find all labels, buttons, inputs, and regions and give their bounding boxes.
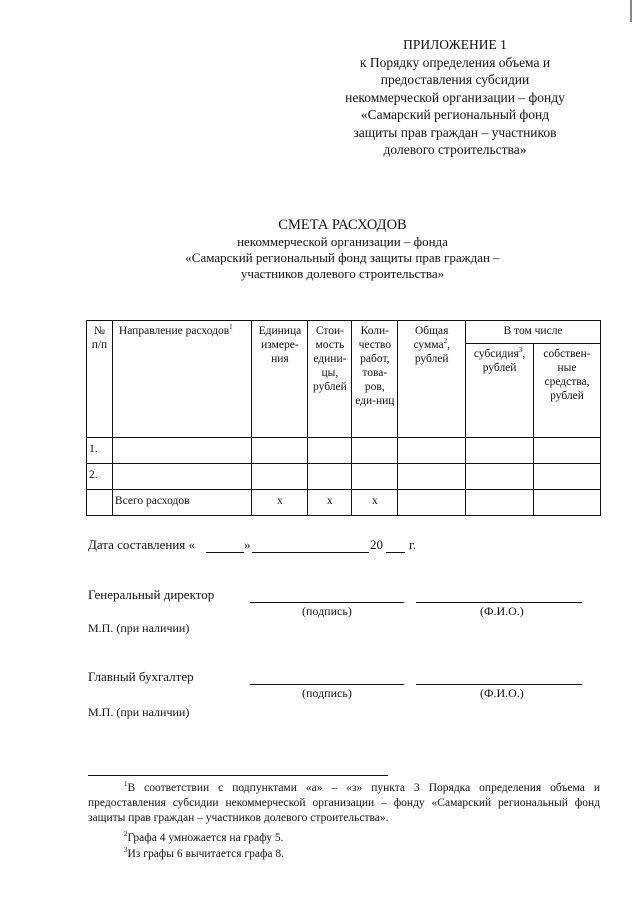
footnote-1 xyxy=(88,781,600,826)
name-caption: (Ф.И.О.) xyxy=(480,604,524,618)
footnote-ref: 3 xyxy=(518,346,523,355)
footnote-text: В соответствии с подпунктами «а» – «з» пункта 3 Порядка определения объема и предоставления субсидии некоммерческой организации – фонду «Самарский региональный фонд защиты прав граждан – участников долевого строительства». xyxy=(88,782,600,824)
table-cell xyxy=(534,438,601,464)
appendix-line: долевого строительства» xyxy=(383,142,527,157)
footnote-number: 3 xyxy=(124,846,128,855)
total-label: Всего расходов xyxy=(112,490,252,516)
date-century: 20 xyxy=(370,537,383,552)
scan-mark xyxy=(630,0,632,22)
table-cell xyxy=(112,438,252,464)
footnote-number: 1 xyxy=(124,780,128,789)
header-including: В том числе xyxy=(466,321,601,344)
year-field-line[interactable] xyxy=(386,552,405,553)
table-cell xyxy=(466,438,534,464)
footnote-3 xyxy=(124,847,284,862)
role-label: Генеральный директор xyxy=(88,587,215,602)
date-prefix: Дата составления « xyxy=(88,537,196,552)
title-line: «Самарский региональный фонд защиты прав граждан – xyxy=(185,250,500,265)
estimate-heading: СМЕТА РАСХОДОВ xyxy=(278,217,407,233)
appendix-line: к Порядку определения объема и xyxy=(359,54,551,70)
footnote-text: Из графы 6 вычитается графа 8. xyxy=(127,848,285,860)
month-field-line[interactable] xyxy=(252,552,369,553)
table-cell xyxy=(252,438,308,464)
header-own-funds: собствен-ные средства, рублей xyxy=(534,344,601,438)
appendix-line: «Самарский региональный фонд xyxy=(360,107,550,122)
header-subsidy xyxy=(466,344,534,438)
stamp-note: М.П. (при наличии) xyxy=(88,705,190,719)
total-unit-mark: х xyxy=(252,490,308,516)
name-line[interactable] xyxy=(416,684,582,685)
header-subsidy-unit: , рублей xyxy=(482,348,526,374)
table-cell xyxy=(466,464,534,490)
footnote-separator xyxy=(88,775,388,776)
header-num: № п/п xyxy=(87,321,113,438)
signature-caption: (подпись) xyxy=(302,604,352,618)
table-cell xyxy=(352,464,398,490)
footnote-number: 2 xyxy=(124,830,128,839)
header-qty: Коли-чество работ, това-ров, еди-ниц xyxy=(352,321,398,438)
date-mid: » xyxy=(244,537,251,552)
header-cost: Стои-мость едини-цы, рублей xyxy=(308,321,352,438)
total-cost-mark: х xyxy=(308,490,352,516)
row-num: 2. xyxy=(87,464,113,490)
header-total xyxy=(398,321,466,438)
table-cell xyxy=(398,438,466,464)
day-field-line[interactable] xyxy=(206,552,244,553)
footnote-2 xyxy=(124,831,284,846)
estimate-table xyxy=(86,320,601,516)
table-cell xyxy=(252,464,308,490)
signature-line[interactable] xyxy=(250,602,404,603)
header-direction-text: Направление расходов xyxy=(118,325,230,337)
appendix-header xyxy=(330,36,580,159)
table-row xyxy=(87,438,601,464)
appendix-line: предоставления субсидии xyxy=(380,72,530,87)
header-direction xyxy=(112,321,252,438)
title-line: участников долевого строительства» xyxy=(240,266,445,281)
table-cell xyxy=(466,490,534,516)
stamp-note: М.П. (при наличии) xyxy=(88,621,190,635)
role-label: Главный бухгалтер xyxy=(88,669,194,684)
table-cell xyxy=(352,438,398,464)
table-cell xyxy=(308,438,352,464)
header-subsidy-text: субсидия xyxy=(473,348,519,360)
table-cell xyxy=(534,464,601,490)
appendix-title: ПРИЛОЖЕНИЕ 1 xyxy=(403,37,507,52)
table-cell xyxy=(398,464,466,490)
header-total-text: Общая сумма xyxy=(413,325,449,351)
signature-line[interactable] xyxy=(250,684,404,685)
footnote-ref: 2 xyxy=(443,337,448,346)
table-cell xyxy=(534,490,601,516)
total-qty-mark: х xyxy=(352,490,398,516)
row-num: 1. xyxy=(87,438,113,464)
table-cell xyxy=(398,490,466,516)
signature-caption: (подпись) xyxy=(302,686,352,700)
table-cell xyxy=(112,464,252,490)
date-suffix: г. xyxy=(409,537,417,552)
table-cell xyxy=(308,464,352,490)
name-caption: (Ф.И.О.) xyxy=(480,686,524,700)
appendix-line: некоммерческой организации – фонду xyxy=(345,89,565,105)
table-header-row xyxy=(87,321,601,344)
header-total-unit: , рублей xyxy=(414,339,450,365)
table-row xyxy=(87,464,601,490)
footnote-text: Графа 4 умножается на графу 5. xyxy=(127,832,284,844)
footnote-ref: 1 xyxy=(229,323,233,332)
title-line: некоммерческой организации – фонда xyxy=(237,234,448,249)
name-line[interactable] xyxy=(416,602,582,603)
appendix-line: защиты прав граждан – участников xyxy=(353,124,557,140)
total-row xyxy=(87,490,601,516)
table-cell xyxy=(87,490,113,516)
header-unit: Единица измере-ния xyxy=(252,321,308,438)
estimate-title xyxy=(120,216,565,282)
